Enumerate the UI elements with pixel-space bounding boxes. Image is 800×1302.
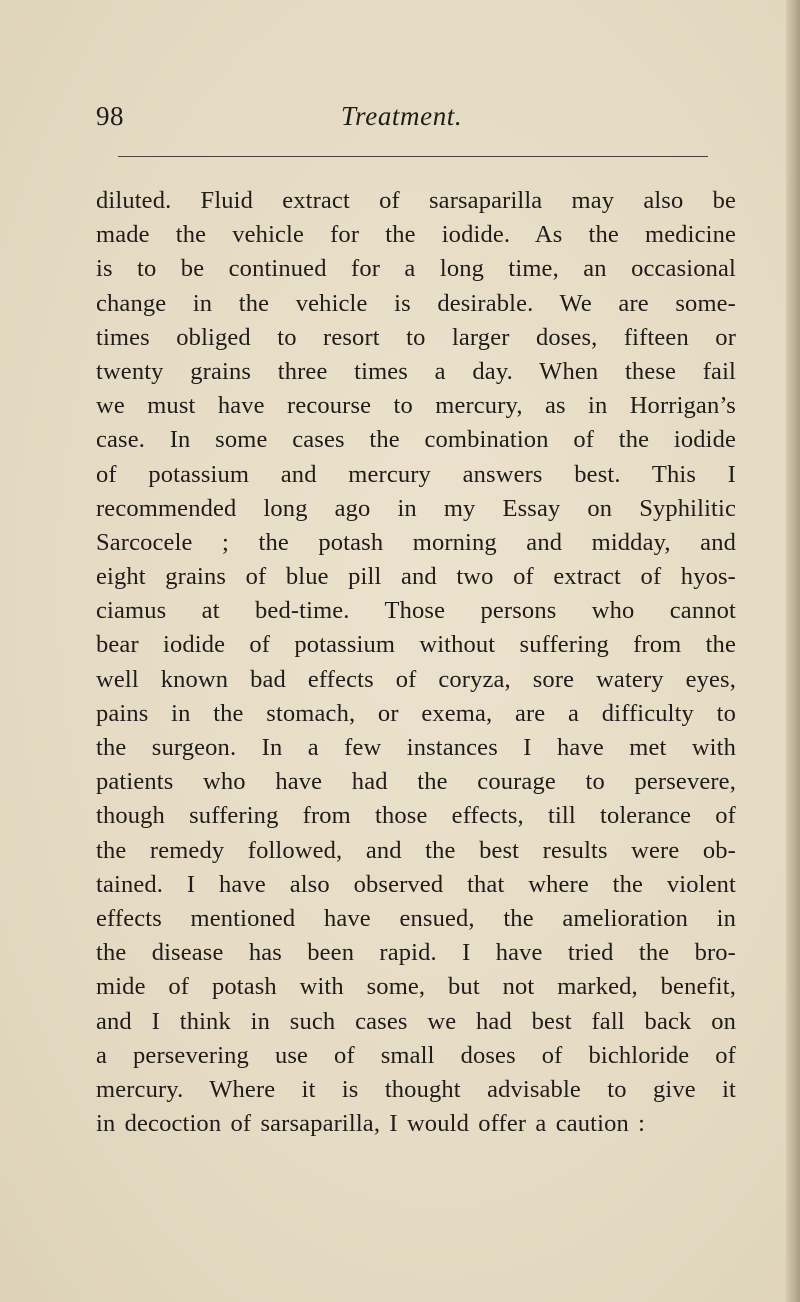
text-line: patients who have had the courage to persevere, bbox=[96, 768, 736, 796]
text-line: a persevering use of small doses of bichloride of bbox=[96, 1041, 736, 1069]
text-line: mercury. Where it is thought advisable to give it bbox=[96, 1075, 736, 1103]
text-line: case. In some cases the combination of the iodide bbox=[96, 426, 736, 454]
page-number: 98 bbox=[96, 101, 124, 131]
running-head: Treatment. bbox=[341, 101, 463, 131]
text-line: the disease has been rapid. I have tried the bro- bbox=[96, 939, 736, 967]
text-line: eight grains of blue pill and two of extract of hyos- bbox=[96, 563, 736, 591]
text-line: twenty grains three times a day. When these fail bbox=[96, 357, 736, 385]
text-line: the remedy followed, and the best results were ob- bbox=[96, 836, 736, 864]
text-line: well known bad effects of coryza, sore watery eyes, bbox=[96, 665, 736, 693]
text-line: and I think in such cases we had best fall back on bbox=[96, 1007, 736, 1035]
text-line: bear iodide of potassium without suffering from the bbox=[96, 631, 736, 659]
text-line: recommended long ago in my Essay on Syphilitic bbox=[96, 494, 736, 522]
text-line: mide of potash with some, but not marked, benefit, bbox=[96, 973, 736, 1001]
text-line: we must have recourse to mercury, as in Horrigan’s bbox=[96, 392, 736, 420]
text-line: of potassium and mercury answers best. This I bbox=[96, 460, 736, 488]
text-line: effects mentioned have ensued, the amelioration in bbox=[96, 904, 736, 932]
text-line: times obliged to resort to larger doses, fifteen or bbox=[96, 323, 736, 351]
text-line: Sarcocele ; the potash morning and midday, and bbox=[96, 528, 736, 556]
text-line: made the vehicle for the iodide. As the medicine bbox=[96, 221, 736, 249]
text-line: in decoction of sarsaparilla, I would offer a caution : bbox=[96, 1110, 646, 1138]
body-text bbox=[96, 184, 736, 1141]
text-line: is to be continued for a long time, an occasional bbox=[96, 255, 736, 283]
text-line: change in the vehicle is desirable. We are some- bbox=[96, 289, 736, 317]
text-line: tained. I have also observed that where the violent bbox=[96, 870, 736, 898]
page-edge-shadow bbox=[786, 0, 800, 1302]
text-line: the surgeon. In a few instances I have met with bbox=[96, 734, 736, 761]
text-line: though suffering from those effects, till tolerance of bbox=[96, 802, 736, 830]
text-line: ciamus at bed-time. Those persons who cannot bbox=[96, 597, 736, 625]
text-line: pains in the stomach, or exema, are a difficulty to bbox=[96, 699, 736, 727]
text-line: diluted. Fluid extract of sarsaparilla may also be bbox=[96, 187, 736, 214]
header-rule bbox=[118, 156, 708, 157]
